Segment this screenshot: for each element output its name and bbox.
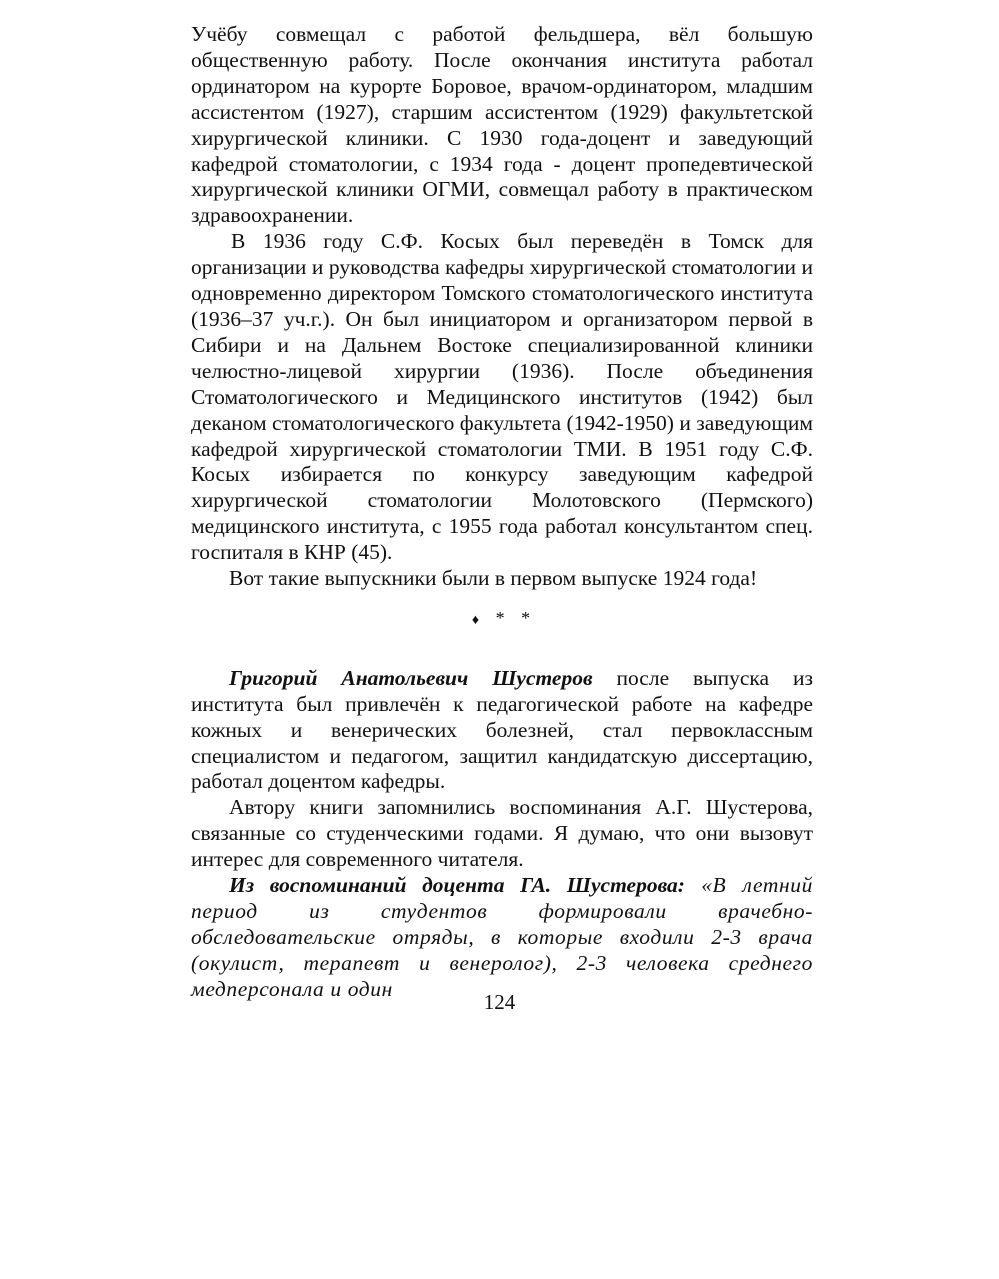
paragraph-1: Учёбу совмещал с работой фельдшера, вёл большую общественную работу. После окончания института работал ординатором на курорте Боровое, врачом-ординатором, младшим ассистентом (1927), старшим ассистентом (1929) факультетской хирургической клиники. С 1930 года-доцент и заведующий кафедрой стоматологии, с 1934 года - доцент пропедевтической хирургической клиники ОГМИ, совмещал работу в практическом здравоохранении. — [191, 22, 813, 228]
page-number: 124 — [483, 990, 516, 1014]
paragraph-3: Вот такие выпускники были в первом выпуске 1924 года! — [229, 566, 758, 591]
paragraph-6 — [191, 873, 813, 1003]
paragraph-5: Автору книги запомнились воспоминания А.Г. Шустерова, связанные со студенческими годами. Я думаю, что они вызовут интерес для современного читателя. — [191, 795, 813, 872]
separator-stars: * * — [495, 607, 537, 628]
diamond-icon: ♦ — [471, 612, 486, 628]
paragraph-2: В 1936 году С.Ф. Косых был переведён в Томск для организации и руководства кафедры хирургической стоматологии и одновременно директором Томского стоматологического института (1936–37 уч.г.). Он был инициатором и организатором первой в Сибири и на Дальнем Востоке специализированной клиники челюстно-лицевой хирургии (1936). После объединения Стоматологического и Медицинского институтов (1942) был деканом стоматологического факультета (1942-1950) и заведующим кафедрой хирургической стоматологии ТМИ. В 1951 году С.Ф. Косых избирается по конкурсу заведующим кафедрой хирургической стоматологии Молотовского (Пермского) медицинского института, с 1955 года работал консультантом спец. госпиталя в КНР (45). — [191, 229, 813, 565]
section-separator — [191, 606, 813, 634]
paragraph-4-text: после выпуска из института был привлечён к педагогической работе на кафедре кожных и венерических болезней, стал первоклассным специалистом и педагогом, защитил кандидатскую диссертацию, работал доцентом кафедры. — [191, 665, 813, 794]
quote-text: «В летний период из студентов формировали врачебно-обследовательские отряды, в которые входили 2-3 врача (окулист, терапевт и венеролог), 2-3 человека среднего медперсонала и один — [191, 873, 813, 1001]
quote-lead: Из воспоминаний доцента ГА. Шустерова: — [229, 873, 685, 898]
page-body — [191, 22, 813, 1003]
paragraph-4 — [191, 666, 813, 796]
person-name: Григорий Анатольевич Шустеров — [229, 665, 593, 690]
